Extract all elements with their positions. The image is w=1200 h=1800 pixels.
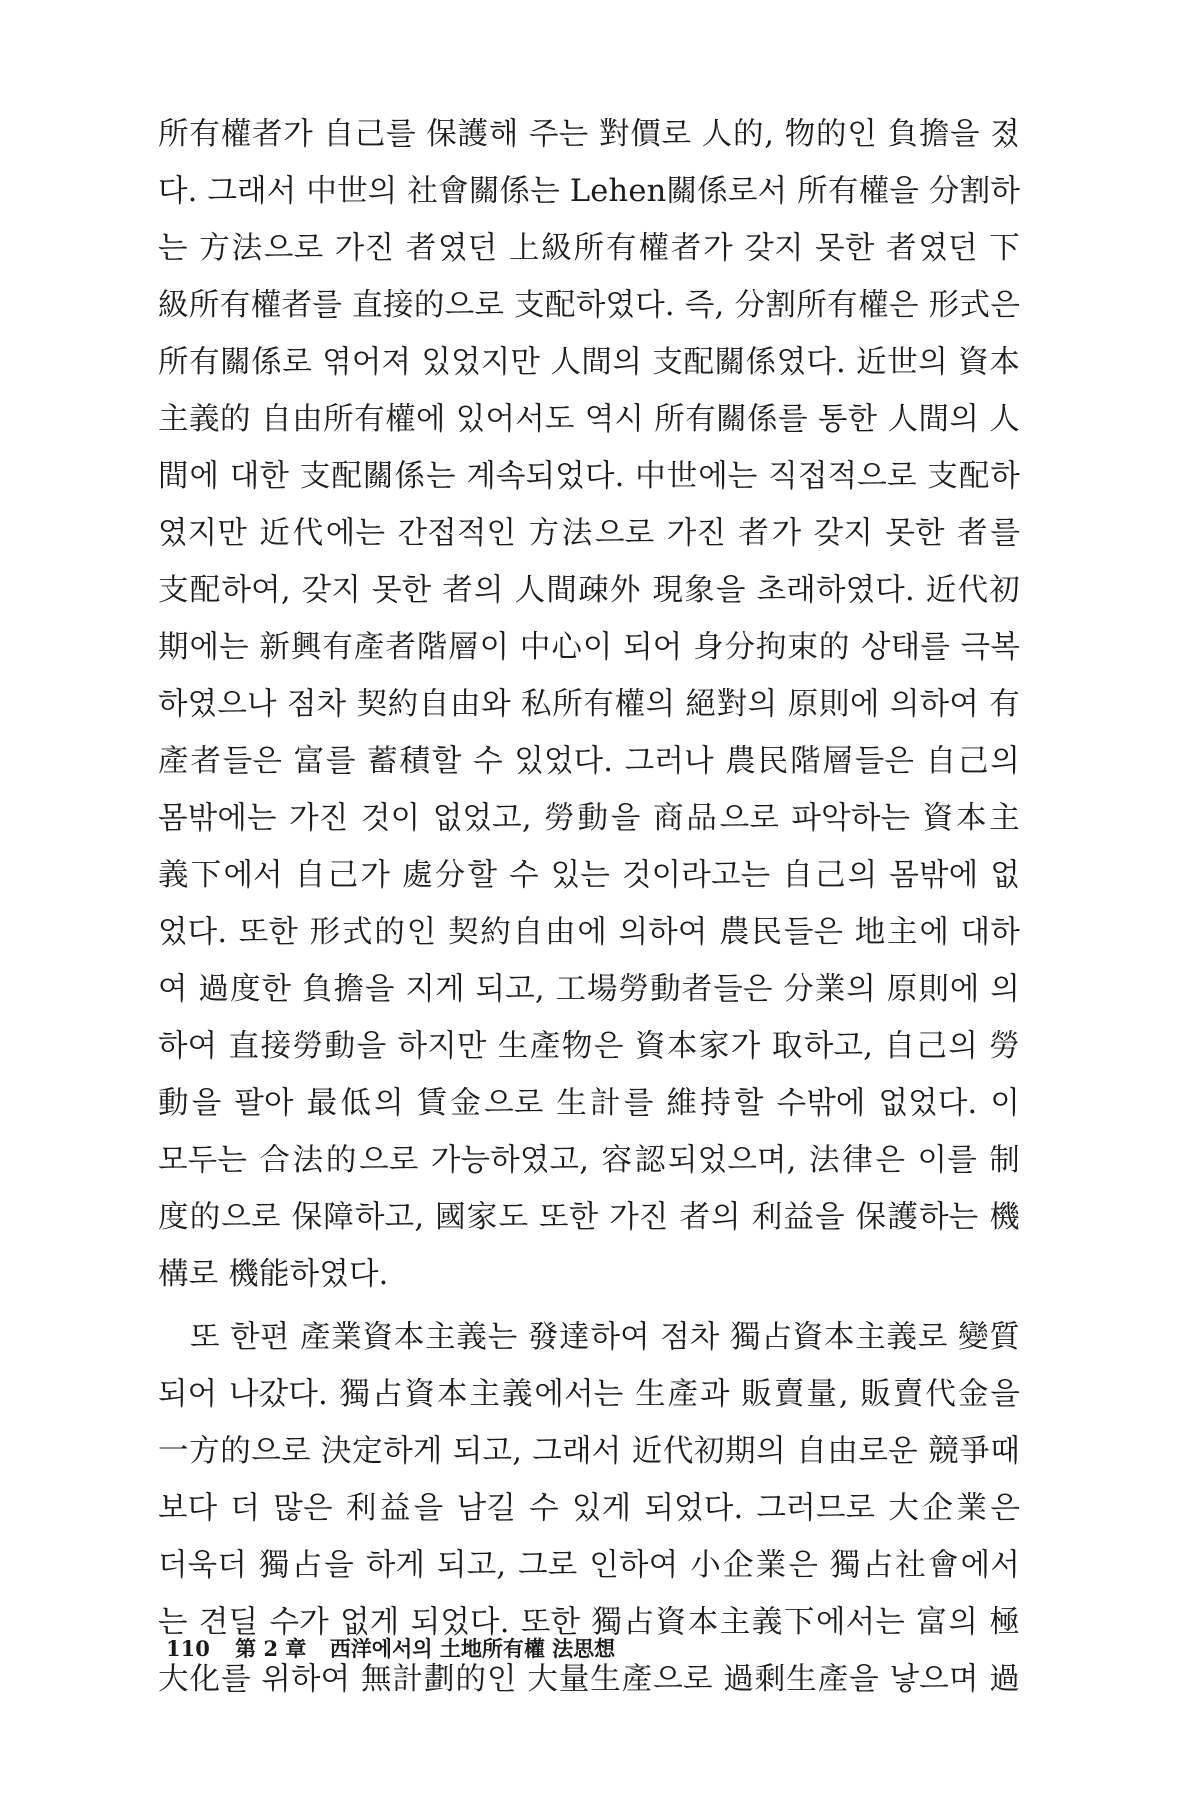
text-line: 더욱더 獨占을 하게 되고, 그로 인하여 小企業은 獨占社會에서 [158,1548,1020,1583]
page-footer [166,1633,615,1663]
page-number: 110 [166,1636,210,1661]
text-line: 級所有權者를 直接的으로 支配하였다. 즉, 分割所有權은 形式은 [158,288,1020,323]
text-line: 는 方法으로 가진 者였던 上級所有權者가 갖지 못한 者였던 下 [158,231,1020,266]
text-line: 所有權者가 自己를 保護해 주는 對價로 人的, 物的인 負擔을 졌 [158,117,1020,152]
text-line: 또 한편 產業資本主義는 發達하여 점차 獨占資本主義로 變質 [190,1320,1020,1355]
text-line: 一方的으로 決定하게 되고, 그래서 近代初期의 自由로운 競爭때 [158,1434,1020,1469]
text-line: 間에 대한 支配關係는 계속되었다. 中世에는 직접적으로 支配하 [158,459,1020,494]
text-line: 所有關係로 엮어져 있었지만 人間의 支配關係였다. 近世의 資本 [158,345,1020,380]
text-line: 義下에서 自己가 處分할 수 있는 것이라고는 自己의 몸밖에 없 [158,858,1020,893]
text-line: 하여 直接勞動을 하지만 生產物은 資本家가 取하고, 自己의 勞 [158,1029,1020,1064]
text-line: 度的으로 保障하고, 國家도 또한 가진 者의 利益을 保護하는 機 [158,1200,1020,1235]
text-line: 는 견딜 수가 없게 되었다. 또한 獨占資本主義下에서는 富의 極 [158,1605,1020,1640]
text-line: 모두는 合法的으로 가능하였고, 容認되었으며, 法律은 이를 制 [158,1143,1020,1178]
paragraph-1 [158,106,1020,1303]
body-text [158,106,1020,1708]
text-line: 여 過度한 負擔을 지게 되고, 工場勞動者들은 分業의 原則에 의 [158,972,1020,1007]
text-line: 產者들은 富를 蓄積할 수 있었다. 그러나 農民階層들은 自己의 [158,744,1020,779]
text-line: 하였으나 점차 契約自由와 私所有權의 絕對의 原則에 의하여 有 [158,687,1020,722]
text-line: 보다 더 많은 利益을 남길 수 있게 되었다. 그러므로 大企業은 [158,1491,1020,1526]
text-line: 構로 機能하였다. [158,1257,389,1292]
text-line: 大化를 위하여 無計劃的인 大量生產으로 過剩生產을 낳으며 過 [158,1662,1020,1697]
text-line: 다. 그래서 中世의 社會關係는 Lehen關係로서 所有權을 分割하 [158,174,1020,209]
text-line: 었다. 또한 形式的인 契約自由에 의하여 農民들은 地主에 대하 [158,915,1020,950]
text-line: 支配하여, 갖지 못한 者의 人間疎外 現象을 초래하였다. 近代初 [158,573,1020,608]
text-line: 되어 나갔다. 獨占資本主義에서는 生產과 販賣量, 販賣代金을 [158,1377,1020,1412]
text-line: 動을 팔아 最低의 賃金으로 生計를 維持할 수밖에 없었다. 이 [158,1086,1020,1121]
chapter-title: 西洋에서의 土地所有權 法思想 [329,1636,616,1661]
text-line: 몸밖에는 가진 것이 없었고, 勞動을 商品으로 파악하는 資本主 [158,801,1020,836]
text-line: 였지만 近代에는 간접적인 方法으로 가진 者가 갖지 못한 者를 [158,516,1020,551]
text-line: 期에는 新興有產者階層이 中心이 되어 身分拘束的 상태를 극복 [158,630,1020,665]
chapter-label: 第 2 章 [235,1636,307,1661]
text-line: 主義的 自由所有權에 있어서도 역시 所有關係를 통한 人間의 人 [158,402,1020,437]
